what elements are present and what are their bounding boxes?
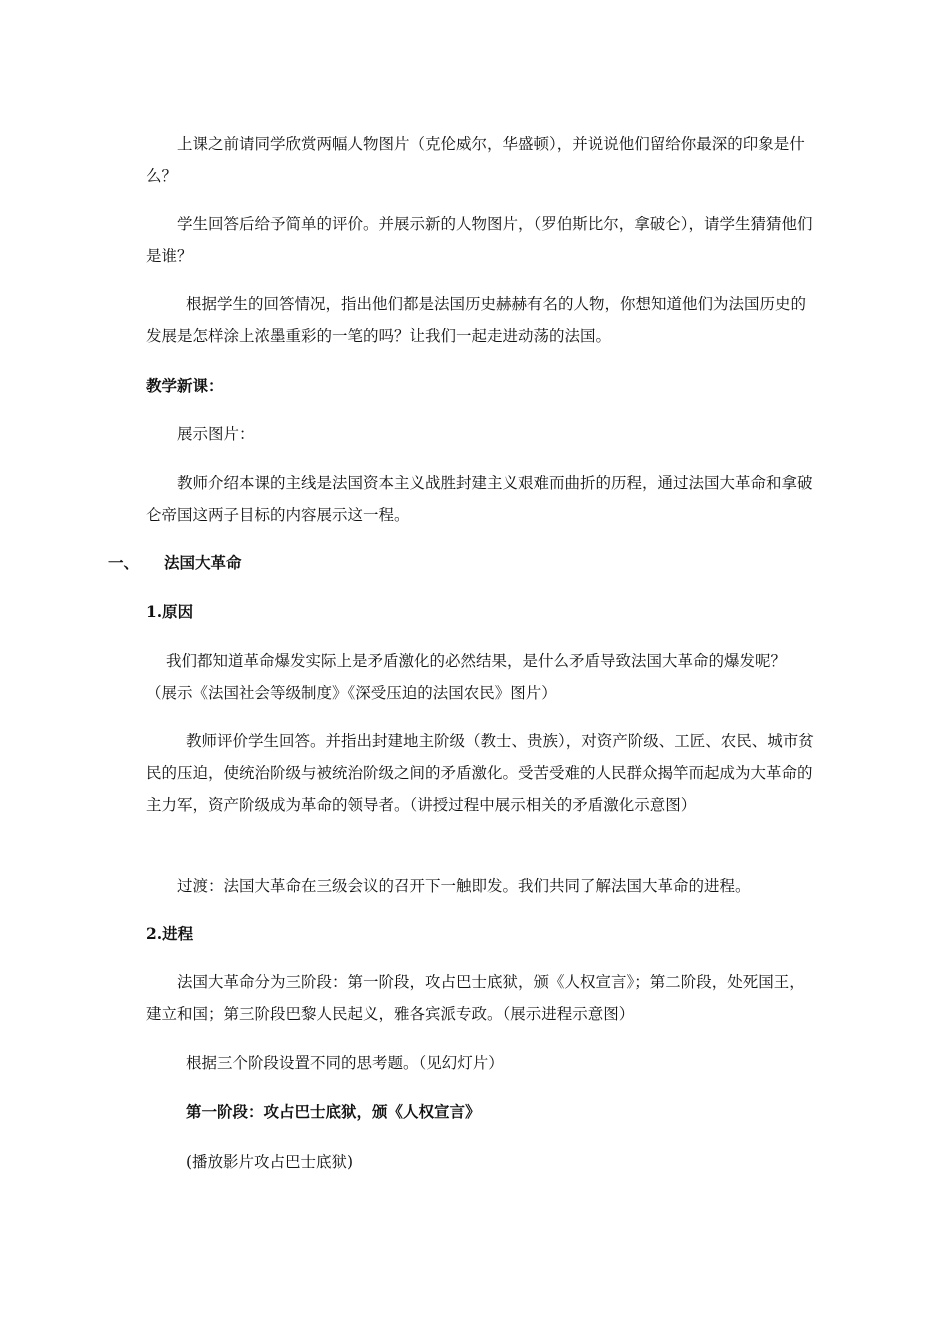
transition-paragraph: 过渡：法国大革命在三级会议的召开下一触即发。我们共同了解法国大革命的进程。	[177, 877, 751, 895]
process-paragraph: 法国大革命分为三阶段：第一阶段，攻占巴士底狱，颁《人权宣言》；第二阶段，处死国王，建立和国；第三阶段巴黎人民起义，雅各宾派专政。（展示进程示意图）	[146, 973, 805, 1023]
section-number: 一、	[108, 553, 140, 572]
cause-evaluation-paragraph: 教师评价学生回答。并指出封建地主阶级（教士、贵族），对资产阶级、工匠、农民、城市贫民的压迫，使统治阶级与被统治阶级之间的矛盾激化。受苦受难的人民群众揭竿而起成为大革命的主力军，资产阶级成为革命的领导者。（讲授过程中展示相关的矛盾激化示意图）	[146, 732, 814, 814]
cause-question-paragraph: 我们都知道革命爆发实际上是矛盾激化的必然结果，是什么矛盾导致法国大革命的爆发呢？（展示《法国社会等级制度》《深受压迫的法国农民》图片）	[146, 652, 787, 702]
intro-paragraph-1: 上课之前请同学欣赏两幅人物图片（克伦威尔，华盛顿），并说说他们留给你最深的印象是什么？	[146, 135, 805, 185]
film-note: (播放影片攻占巴士底狱)	[186, 1153, 354, 1171]
intro-paragraph-3: 根据学生的回答情况，指出他们都是法国历史赫赫有名的人物，你想知道他们为法国历史的发展是怎样涂上浓墨重彩的一笔的吗？让我们一起走进动荡的法国。	[146, 295, 807, 345]
show-pictures-text: 展示图片：	[177, 425, 255, 443]
mainline-paragraph: 教师介绍本课的主线是法国资本主义战胜封建主义艰难而曲折的历程，通过法国大革命和拿破仑帝国这两子目标的内容展示这一程。	[146, 474, 813, 524]
new-lesson-heading: 教学新课：	[146, 376, 224, 395]
intro-paragraph-2: 学生回答后给予简单的评价。并展示新的人物图片，（罗伯斯比尔，拿破仑），请学生猜猜他们是谁？	[146, 215, 813, 265]
cause-heading: 1.原因	[146, 602, 194, 621]
process-heading: 2.进程	[146, 924, 194, 943]
questions-text: 根据三个阶段设置不同的思考题。（见幻灯片）	[186, 1054, 504, 1072]
section-title: 法国大革命	[164, 553, 242, 572]
stage1-heading: 第一阶段：攻占巴士底狱，颁《人权宣言》	[186, 1102, 481, 1121]
